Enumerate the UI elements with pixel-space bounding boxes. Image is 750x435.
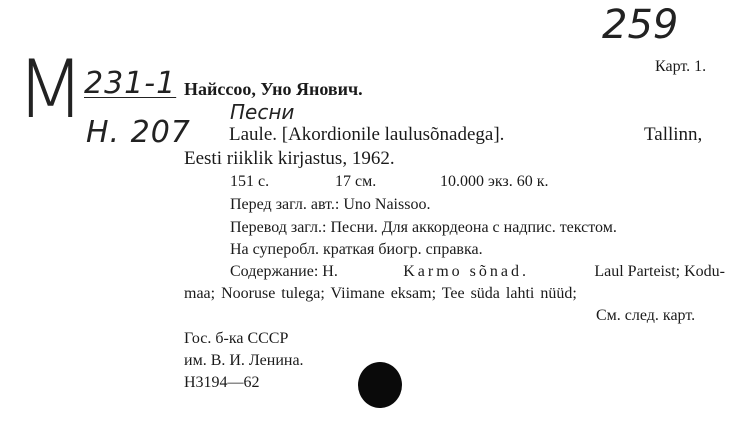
- contents-karmo: Karmo sõnad.: [403, 263, 529, 280]
- note-cover: На суперобл. краткая биогр. справка.: [230, 241, 483, 258]
- note-translation: Перевод загл.: Песни. Для аккордеона с надпис. текстом.: [230, 219, 617, 236]
- see-next-card: См. след. карт.: [596, 307, 696, 324]
- contents-label: Содержание: Н.: [230, 263, 338, 280]
- title-line: Laule. [Akordionile laulusõnadega].: [229, 124, 505, 145]
- author-heading: Найссоо, Уно Янович.: [184, 79, 363, 99]
- handwritten-card-number: 259: [602, 2, 679, 48]
- punch-hole: [358, 362, 402, 408]
- handwritten-letter-m: M: [16, 43, 86, 136]
- library-code: Н3194—62: [184, 374, 260, 391]
- card-sequence-label: Карт. 1.: [655, 58, 707, 75]
- collation-pages: 151 с.: [230, 173, 270, 190]
- publisher-line: Eesti riiklik kirjastus, 1962.: [184, 148, 395, 169]
- handwritten-title-ru: Песни: [230, 100, 295, 124]
- library-line-2: им. В. И. Ленина.: [184, 352, 304, 369]
- collation-size: 17 см.: [335, 173, 377, 190]
- contents-line1-rest: Laul Parteist; Kodu-: [594, 263, 725, 280]
- place-of-publication: Tallinn,: [644, 124, 703, 145]
- note-author: Перед загл. авт.: Uno Naissoo.: [230, 196, 431, 213]
- handwritten-shelf-code-1: 231-1: [84, 66, 177, 101]
- contents-line-2: maa; Nooruse tulega; Viimane eksam; Tee süda lahti nüüd;: [184, 285, 577, 302]
- handwritten-shelf-code-2: H. 207: [86, 115, 191, 150]
- library-line-1: Гос. б-ка СССР: [184, 330, 289, 347]
- contents-line-1: [230, 263, 725, 281]
- collation-copies-price: 10.000 экз. 60 к.: [440, 173, 549, 190]
